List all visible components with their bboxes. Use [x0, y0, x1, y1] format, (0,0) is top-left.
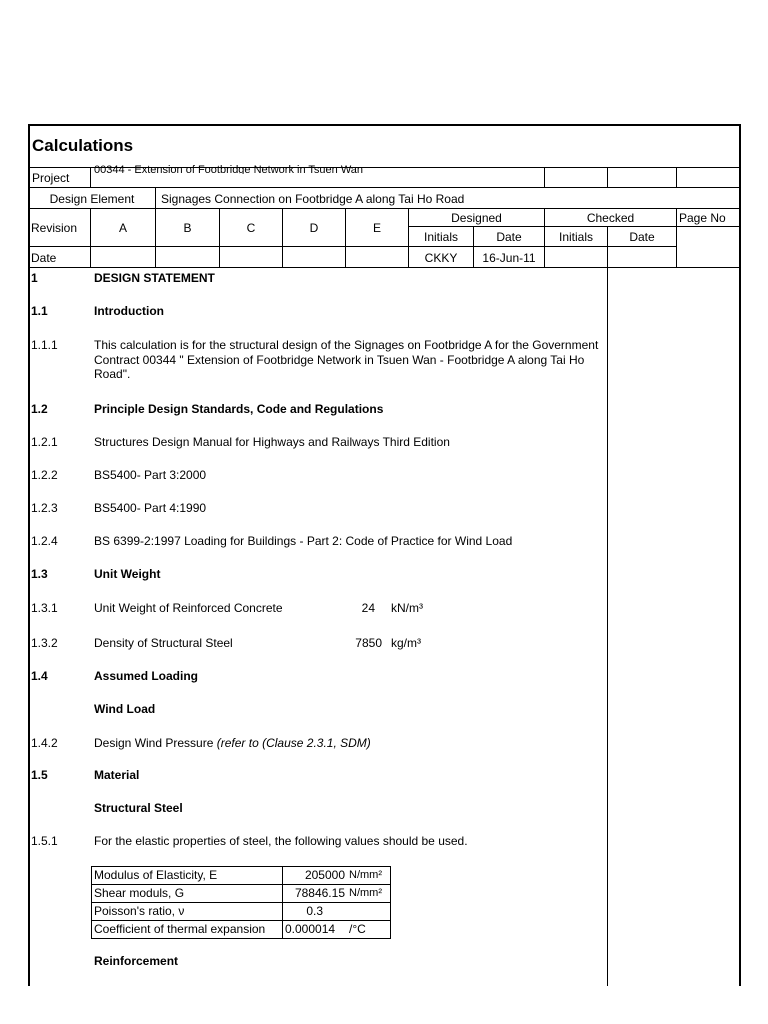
steel-density-unit: kg/m³: [391, 636, 421, 650]
checked-initials-label: Initials: [558, 230, 593, 244]
header-line: [28, 246, 677, 247]
section-number: 1.1: [31, 304, 48, 318]
project-value: 00344 - Extension of Footbridge Network in Tsuen Wan: [94, 164, 364, 174]
steel-properties-table: [91, 866, 391, 939]
revision-label: Revision: [31, 221, 78, 235]
table-cell-label: Poisson's ratio, ν: [94, 904, 185, 918]
revision-b: B: [183, 221, 192, 235]
table-cell-value: 0.3: [306, 904, 323, 918]
header-line: [28, 267, 741, 268]
table-cell-value: 0.000014: [285, 922, 336, 936]
table-cell-label: Modulus of Elasticity, E: [94, 868, 218, 882]
header-divider: [219, 208, 220, 267]
steel-properties-intro: For the elastic properties of steel, the following values should be used.: [94, 834, 468, 848]
introduction-paragraph: This calculation is for the structural design of the Signages on Footbridge A for the Government Contract 00344 " Extension of Footbridge Network in Tsuen Wan - Footbridge A along Tai Ho Road".: [94, 338, 599, 381]
revision-c: C: [246, 221, 256, 235]
frame-left-line: [28, 124, 30, 986]
section-number: 1.4: [31, 669, 48, 683]
table-row-line: [92, 920, 390, 921]
clause-number: 1.5.1: [31, 834, 58, 848]
standard-item: BS5400- Part 3:2000: [94, 468, 207, 482]
section-heading: Unit Weight: [94, 567, 161, 581]
table-row-line: [92, 902, 390, 903]
frame-top-line: [28, 124, 741, 126]
clause-number: 1.3.1: [31, 601, 58, 615]
table-cell-unit: /°C: [349, 922, 366, 936]
table-row-line: [92, 884, 390, 885]
standard-item: BS 6399-2:1997 Loading for Buildings - Part 2: Code of Practice for Wind Load: [94, 534, 513, 548]
designed-date-label: Date: [496, 230, 522, 244]
unit-weight-label: Unit Weight of Reinforced Concrete: [94, 601, 283, 615]
header-divider: [155, 208, 156, 267]
header-divider: [607, 167, 608, 188]
clause-number: 1.2.1: [31, 435, 58, 449]
section-heading: Material: [94, 768, 140, 782]
section-number: 1.3: [31, 567, 48, 581]
frame-right-line: [739, 124, 741, 986]
table-cell-value: 78846.15: [294, 886, 345, 900]
steel-density-value: 7850: [355, 636, 382, 650]
revision-e: E: [372, 221, 381, 235]
designed-initials-value: CKKY: [424, 251, 458, 265]
checked-date-label: Date: [629, 230, 655, 244]
wind-pressure-label: Design Wind Pressure: [94, 736, 214, 750]
header-divider: [155, 187, 156, 208]
header-divider: [676, 208, 677, 267]
wind-pressure-reference: (refer to (Clause 2.3.1, SDM): [216, 736, 371, 750]
header-divider: [90, 167, 91, 188]
clause-number: 1.2.4: [31, 534, 58, 548]
clause-number: 1.4.2: [31, 736, 58, 750]
section-heading: Assumed Loading: [94, 669, 199, 683]
steel-density-label: Density of Structural Steel: [94, 636, 233, 650]
designed-date-value: 16-Jun-11: [482, 251, 536, 265]
date-row-label: Date: [31, 251, 57, 265]
header-line: [677, 226, 741, 227]
checked-label: Checked: [586, 211, 635, 225]
table-cell-label: Coefficient of thermal expansion: [94, 922, 266, 936]
revision-a: A: [118, 221, 127, 235]
design-element-value: Signages Connection on Footbridge A along Tai Ho Road: [161, 192, 465, 206]
header-line: [408, 226, 677, 227]
table-cell-value: 205000: [304, 868, 345, 882]
project-label: Project: [32, 171, 70, 185]
section-heading: Introduction: [94, 304, 164, 318]
section-number: 1: [31, 271, 38, 285]
header-divider: [345, 208, 346, 267]
header-line: [28, 187, 741, 188]
header-divider: [90, 208, 91, 267]
table-cell-label: Shear moduls, G: [94, 886, 185, 900]
designed-label: Designed: [451, 211, 502, 225]
subheading: Structural Steel: [94, 801, 183, 815]
unit-weight-value: 24: [361, 601, 375, 615]
header-line: [28, 208, 741, 209]
subheading: Reinforcement: [94, 954, 179, 968]
unit-weight-unit: kN/m³: [391, 601, 423, 615]
standard-item: BS5400- Part 4:1990: [94, 501, 207, 515]
header-divider: [544, 167, 545, 188]
section-number: 1.2: [31, 402, 48, 416]
clause-number: 1.2.3: [31, 501, 58, 515]
revision-d: D: [309, 221, 319, 235]
table-cell-unit: N/mm²: [349, 887, 382, 899]
wind-pressure-text: [94, 736, 371, 750]
section-heading: Principle Design Standards, Code and Regulations: [94, 402, 384, 416]
clause-number: 1.2.2: [31, 468, 58, 482]
table-column-line: [282, 867, 283, 938]
designed-initials-label: Initials: [423, 230, 458, 244]
clause-number: 1.3.2: [31, 636, 58, 650]
subheading: Wind Load: [94, 702, 156, 716]
page-title: Calculations: [32, 136, 134, 155]
section-heading: DESIGN STATEMENT: [94, 271, 215, 285]
standard-item: Structures Design Manual for Highways and Railways Third Edition: [94, 435, 450, 449]
header-divider: [282, 208, 283, 267]
page-no-label: Page No: [679, 211, 726, 225]
clause-number: 1.1.1: [31, 338, 58, 352]
section-number: 1.5: [31, 768, 48, 782]
table-cell-unit: N/mm²: [349, 869, 382, 881]
header-divider: [676, 167, 677, 188]
remarks-column-divider: [607, 267, 608, 986]
design-element-label: Design Element: [49, 192, 135, 206]
